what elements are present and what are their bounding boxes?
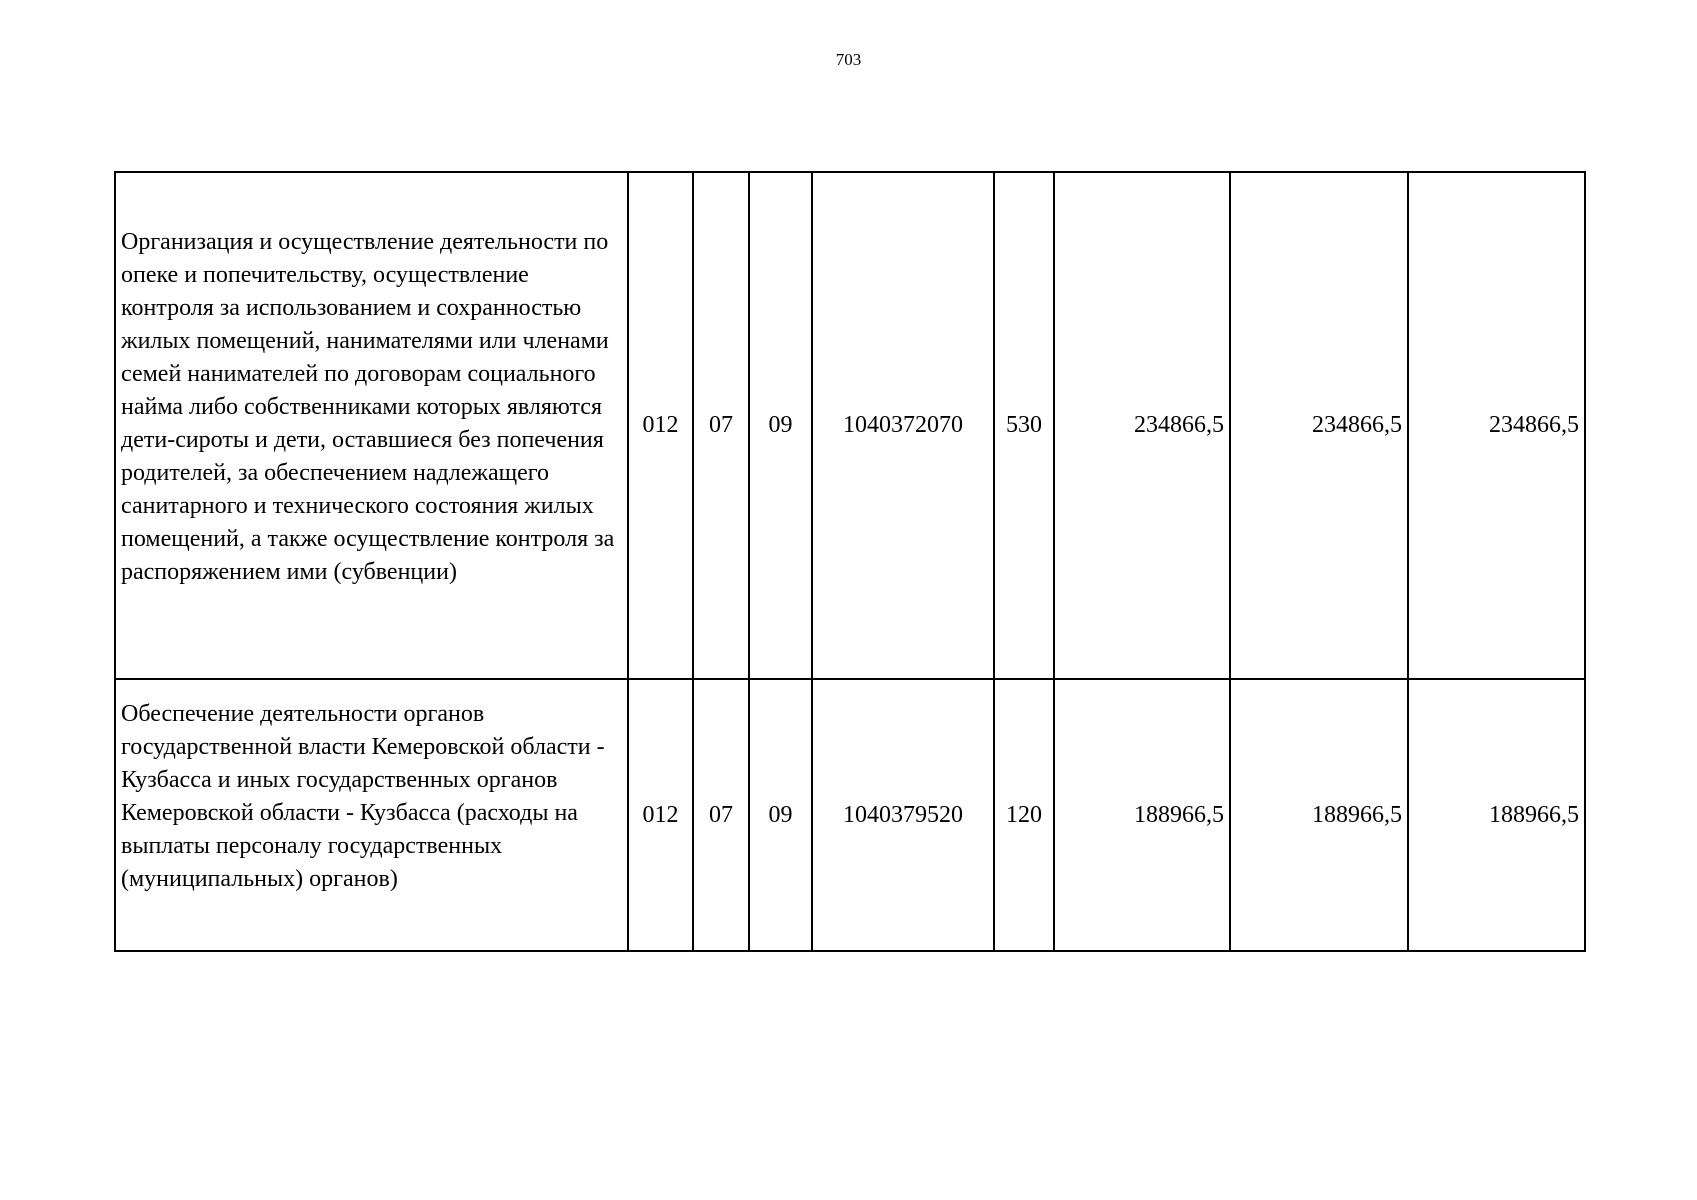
target-article-code: 1040379520 bbox=[812, 679, 994, 951]
amount-year-2: 234866,5 bbox=[1230, 172, 1408, 679]
expense-description: Обеспечение деятельности органов государственной власти Кемеровской области - Кузбасса и иных государственных органов Кемеровской области - Кузбасса (расходы на выплаты персоналу государственных (муниципальных) органов) bbox=[115, 679, 628, 951]
subsection-code: 09 bbox=[749, 679, 812, 951]
table-row bbox=[115, 172, 1585, 679]
amount-year-3: 188966,5 bbox=[1408, 679, 1585, 951]
budget-table bbox=[114, 171, 1586, 952]
expense-description: Организация и осуществление деятельности по опеке и попечительству, осуществление контроля за использованием и сохранностью жилых помещений, нанимателями или членами семей нанимателей по договорам социального найма либо собственниками которых являются дети-сироты и дети, оставшиеся без попечения родителей, за обеспечением надлежащего санитарного и технического состояния жилых помещений, а также осуществление контроля за распоряжением ими (субвенции) bbox=[115, 172, 628, 679]
table-row bbox=[115, 679, 1585, 951]
amount-year-2: 188966,5 bbox=[1230, 679, 1408, 951]
amount-year-1: 234866,5 bbox=[1054, 172, 1230, 679]
expense-type-code: 120 bbox=[994, 679, 1054, 951]
page-number: 703 bbox=[835, 50, 862, 69]
section-code: 07 bbox=[693, 679, 749, 951]
ministry-code: 012 bbox=[628, 172, 693, 679]
amount-year-3: 234866,5 bbox=[1408, 172, 1585, 679]
section-code: 07 bbox=[693, 172, 749, 679]
ministry-code: 012 bbox=[628, 679, 693, 951]
amount-year-1: 188966,5 bbox=[1054, 679, 1230, 951]
subsection-code: 09 bbox=[749, 172, 812, 679]
expense-type-code: 530 bbox=[994, 172, 1054, 679]
target-article-code: 1040372070 bbox=[812, 172, 994, 679]
